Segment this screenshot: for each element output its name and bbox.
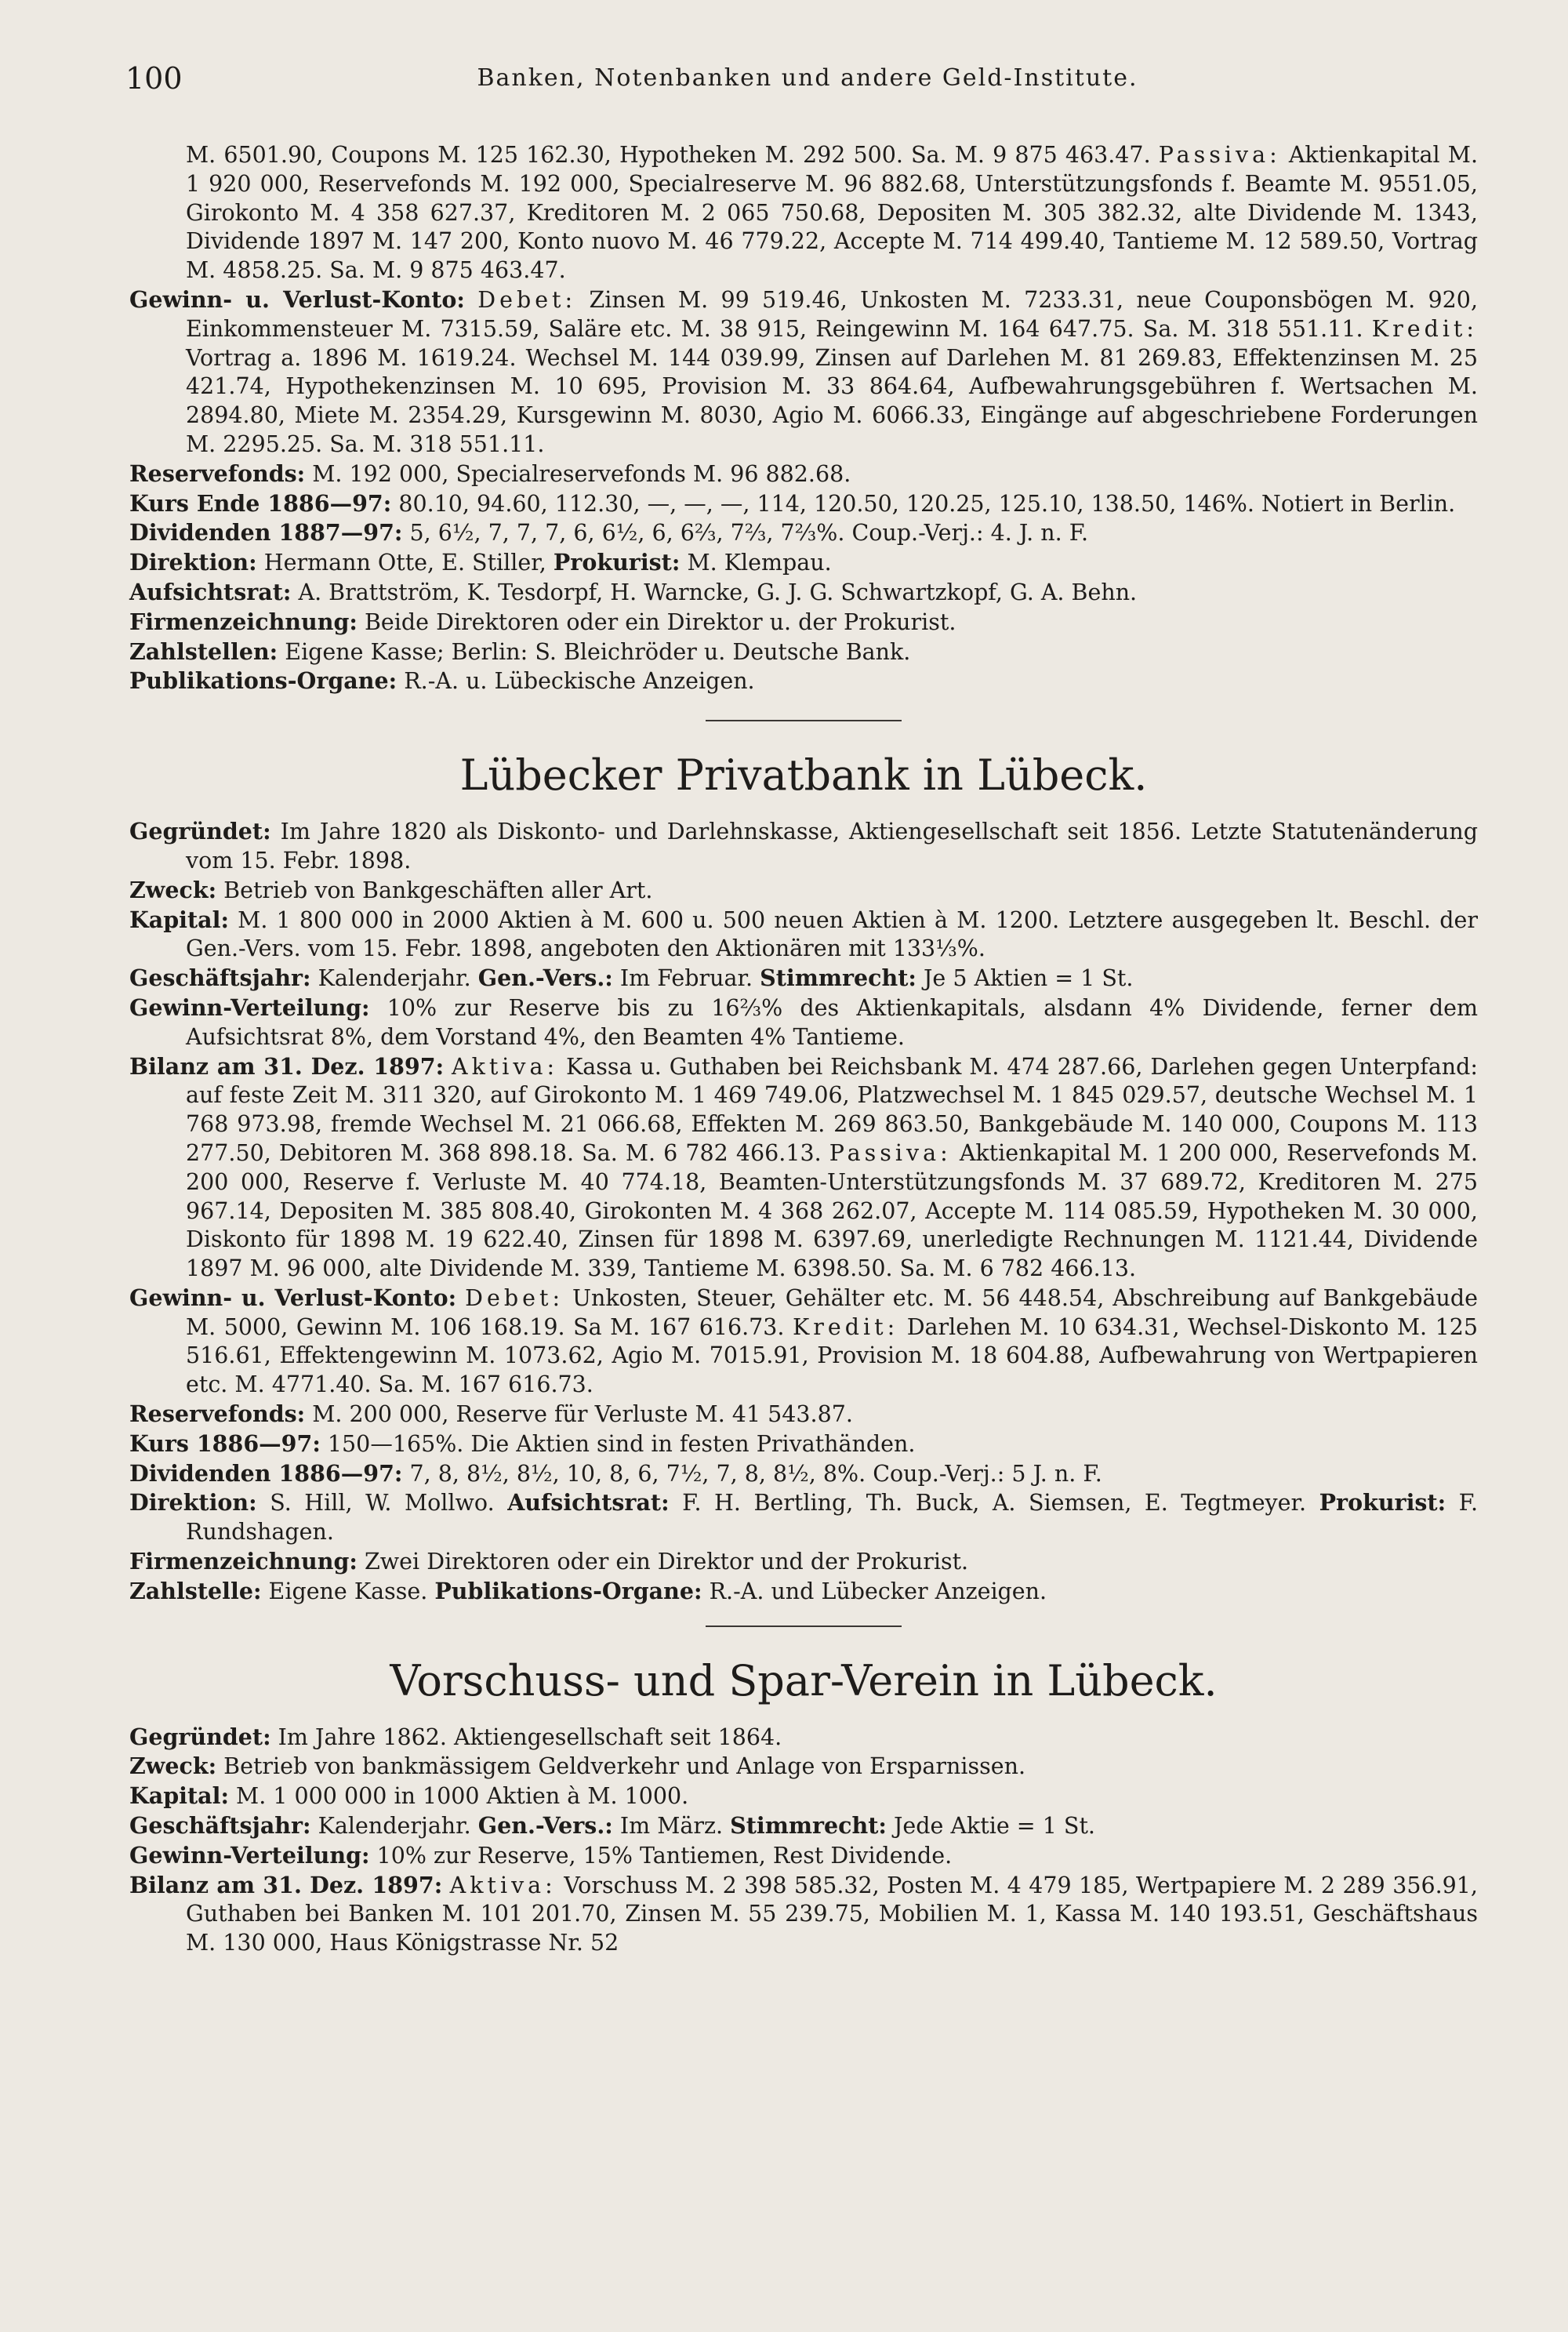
kapital-entry	[129, 1782, 1478, 1811]
gen-vers-label: Gen.-Vers.:	[477, 1812, 613, 1840]
guv-debet-text: Zinsen M. 99 519.46, Unkosten M. 7233.31, neue Couponsbögen M. 920, Einkommensteuer M. 7315.59, Saläre etc. M. 38 915, Reingewinn M. 164 647.75. Sa. M. 318 551.11.	[186, 286, 1479, 342]
reservefonds-text: M. 200 000, Reserve für Verluste M. 41 543.87.	[312, 1401, 853, 1428]
kurs-text: 150—165%. Die Aktien sind in festen Privathänden.	[327, 1430, 916, 1457]
reservefonds-entry	[129, 459, 1478, 489]
stimmrecht-label: Stimmrecht:	[760, 964, 916, 992]
gewinn-verteilung-text: 10% zur Reserve bis zu 16⅔% des Aktienkapitals, alsdann 4% Dividende, ferner dem Aufsichtsrat 8%, dem Vorstand 4%, den Beamten 4% Tantieme.	[186, 994, 1478, 1050]
gegruendet-entry	[129, 1723, 1478, 1753]
aufsichtsrat-label: Aufsichtsrat:	[129, 578, 292, 605]
zweck-text: Betrieb von bankmässigem Geldverkehr und Anlage von Ersparnissen.	[223, 1753, 1026, 1780]
gen-vers-label: Gen.-Vers.:	[477, 964, 613, 992]
kurs-entry	[129, 1429, 1478, 1459]
guv-entry	[129, 285, 1478, 459]
gen-vers-text: Im Februar.	[619, 965, 753, 992]
geschaeftsjahr-entry	[129, 964, 1478, 993]
publikations-text: R.-A. u. Lübeckische Anzeigen.	[404, 668, 755, 695]
running-head	[125, 61, 1490, 108]
bilanz-entry	[129, 1871, 1478, 1958]
kapital-text: M. 1 000 000 in 1000 Aktien à M. 1000.	[236, 1783, 689, 1810]
dividenden-label: Dividenden 1886—97:	[129, 1459, 403, 1487]
bilanz-label: Bilanz am 31. Dez. 1897:	[129, 1871, 443, 1898]
guv-debet-text: Unkosten, Steuer, Gehälter etc. M. 56 448.54, Abschreibung auf Bankgebäude M. 5000, Gewinn M. 106 168.19. Sa M. 167 616.73.	[186, 1284, 1478, 1340]
guv-kredit-text: Darlehen M. 10 634.31, Wechsel-Diskonto M. 125 516.61, Effektengewinn M. 1073.62, Agio M. 7015.91, Provision M. 18 604.88, Aufbewahrung von Wertpapieren etc. M. 4771.40. Sa. M. 167 616.73.	[186, 1313, 1478, 1398]
reservefonds-label: Reservefonds:	[129, 1400, 306, 1428]
gegruendet-entry	[129, 817, 1478, 876]
kapital-label: Kapital:	[129, 906, 229, 933]
guv-kredit-text: Vortrag a. 1896 M. 1619.24. Wechsel M. 144 039.99, Zinsen auf Darlehen M. 81 269.83, Effektenzinsen M. 25 421.74, Hypothekenzinsen M. 10 695, Provision M. 33 864.64, Aufbewahrungsgebühren f. Wertsachen M. 2894.80, Miete M. 2354.29, Kursgewinn M. 8030, Agio M. 6066.33, Eingänge auf abgeschriebene Forderungen M. 2295.25. Sa. M. 318 551.11.	[186, 344, 1478, 457]
page-body	[129, 141, 1478, 1958]
aufsichtsrat-entry	[129, 578, 1478, 608]
kurs-entry	[129, 489, 1478, 519]
guv-kredit-label: Kredit:	[1371, 315, 1478, 342]
section-divider	[706, 720, 902, 721]
gewinn-verteilung-text: 10% zur Reserve, 15% Tantiemen, Rest Dividende.	[376, 1842, 953, 1869]
dividenden-label: Dividenden 1887—97:	[129, 519, 403, 547]
kapital-label: Kapital:	[129, 1782, 229, 1810]
aufsichtsrat-label: Aufsichtsrat:	[507, 1489, 670, 1517]
zweck-entry	[129, 876, 1478, 906]
zweck-entry	[129, 1752, 1478, 1782]
aktiva-label: Aktiva:	[449, 1872, 557, 1898]
publikations-label: Publikations-Organe:	[434, 1577, 702, 1604]
gegruendet-label: Gegründet:	[129, 818, 271, 845]
gewinn-verteilung-entry	[129, 993, 1478, 1052]
direktion-text: Hermann Otte, E. Stiller,	[263, 550, 546, 576]
passiva-label: Passiva:	[1158, 142, 1281, 168]
reservefonds-text: M. 192 000, Specialreservefonds M. 96 882.68.	[312, 460, 851, 487]
firmenzeichnung-entry	[129, 1547, 1478, 1577]
kurs-label: Kurs 1886—97:	[129, 1429, 321, 1457]
passiva-text: Aktienkapital M. 1 200 000, Reservefonds M. 200 000, Reserve f. Verluste M. 40 774.18, Beamten-Unterstützungsfonds M. 37 689.72, Kreditoren M. 275 967.14, Depositen M. 385 808.40, Girokonten M. 4 368 262.07, Accepte M. 114 085.59, Hypotheken M. 30 000, Diskonto für 1898 M. 19 622.40, Zinsen für 1898 M. 6397.69, unerledigte Rechnungen M. 1121.44, Dividende 1897 M. 96 000, alte Dividende M. 339, Tantieme M. 6398.50. Sa. M. 6 782 466.13.	[186, 1139, 1478, 1282]
zweck-label: Zweck:	[129, 876, 217, 903]
stimmrecht-label: Stimmrecht:	[730, 1812, 887, 1840]
zahlstellen-entry	[129, 637, 1478, 667]
geschaeftsjahr-label: Geschäftsjahr:	[129, 964, 311, 992]
firmenzeichnung-entry	[129, 608, 1478, 637]
guv-debet-label: Debet:	[465, 1284, 564, 1311]
bilanz-label: Bilanz am 31. Dez. 1897:	[129, 1052, 445, 1080]
guv-entry	[129, 1284, 1478, 1400]
stimmrecht-text: Jede Aktie = 1 St.	[894, 1813, 1095, 1840]
firmenzeichnung-label: Firmenzeichnung:	[129, 608, 358, 635]
geschaeftsjahr-entry	[129, 1811, 1478, 1841]
zweck-label: Zweck:	[129, 1753, 217, 1780]
dividenden-text: 7, 8, 8½, 8½, 10, 8, 6, 7½, 7, 8, 8½, 8%. Coup.-Verj.: 5 J. n. F.	[409, 1460, 1102, 1487]
zahlstellen-label: Zahlstellen:	[129, 637, 278, 665]
kurs-label: Kurs Ende 1886—97:	[129, 489, 392, 517]
publikations-label: Publikations-Organe:	[129, 667, 397, 695]
reservefonds-label: Reservefonds:	[129, 459, 306, 487]
dividenden-entry	[129, 518, 1478, 548]
guv-kredit-label: Kredit:	[793, 1313, 899, 1340]
passiva-text: Aktienkapital M. 1 920 000, Reservefonds M. 192 000, Specialreserve M. 96 882.68, Unterstützungsfonds f. Beamte M. 9551.05, Girokonto M. 4 358 627.37, Kreditoren M. 2 065 750.68, Depositen M. 305 382.32, alte Dividende M. 1343, Dividende 1897 M. 147 200, Konto nuovo M. 46 779.22, Accepte M. 714 499.40, Tantieme M. 12 589.50, Vortrag M. 4858.25. Sa. M. 9 875 463.47.	[186, 142, 1479, 284]
kapital-entry	[129, 906, 1478, 964]
section-title-privatbank: Lübecker Privatbank in Lübeck.	[459, 750, 1148, 801]
direktion-entry	[129, 1488, 1478, 1547]
publikations-entry	[129, 667, 1478, 696]
gegruendet-label: Gegründet:	[129, 1723, 271, 1750]
gegruendet-text: Im Jahre 1862. Aktiengesellschaft seit 1864.	[278, 1724, 782, 1750]
prokurist-text: M. Klempau.	[687, 550, 832, 576]
guv-label: Gewinn- u. Verlust-Konto:	[129, 285, 465, 313]
gewinn-verteilung-label: Gewinn-Verteilung:	[129, 1841, 370, 1869]
firmenzeichnung-text: Zwei Direktoren oder ein Direktor und der Prokurist.	[364, 1549, 969, 1575]
gewinn-verteilung-entry	[129, 1841, 1478, 1871]
bilanz-continuation-text: M. 6501.90, Coupons M. 125 162.30, Hypotheken M. 292 500. Sa. M. 9 875 463.47.	[186, 142, 1151, 168]
aktiva-text: Vorschuss M. 2 398 585.32, Posten M. 4 479 185, Wertpapiere M. 2 289 356.91, Guthaben bei Banken M. 101 201.70, Zinsen M. 55 239.75, Mobilien M. 1, Kassa M. 140 193.51, Geschäftshaus M. 130 000, Haus Königstrasse Nr. 52	[186, 1872, 1478, 1956]
geschaeftsjahr-text: Kalenderjahr.	[318, 965, 471, 992]
zahlstellen-text: Eigene Kasse; Berlin: S. Bleichröder u. Deutsche Bank.	[285, 638, 911, 665]
direktion-label: Direktion:	[129, 1489, 257, 1517]
geschaeftsjahr-text: Kalenderjahr.	[318, 1813, 471, 1840]
page-number: 100	[125, 61, 183, 96]
zweck-text: Betrieb von Bankgeschäften aller Art.	[223, 877, 653, 903]
gen-vers-text: Im März.	[619, 1813, 724, 1840]
direktion-text: S. Hill, W. Mollwo.	[270, 1490, 495, 1517]
running-title: Banken, Notenbanken und andere Geld-Institute.	[477, 64, 1138, 92]
gewinn-verteilung-label: Gewinn-Verteilung:	[129, 993, 370, 1021]
zahlstelle-text: Eigene Kasse.	[268, 1578, 428, 1604]
aufsichtsrat-text: A. Brattström, K. Tesdorpf, H. Warncke, G. J. G. Schwartzkopf, G. A. Behn.	[298, 579, 1138, 605]
zahlstelle-entry	[129, 1577, 1478, 1607]
reservefonds-entry	[129, 1400, 1478, 1429]
guv-label: Gewinn- u. Verlust-Konto:	[129, 1284, 457, 1311]
section-divider	[706, 1625, 902, 1627]
kapital-text: M. 1 800 000 in 2000 Aktien à M. 600 u. 500 neuen Aktien à M. 1200. Letztere ausgegeben lt. Beschl. der Gen.-Vers. vom 15. Febr. 1898, angeboten den Aktionären mit 133⅓%.	[186, 906, 1479, 962]
publikations-text: R.-A. und Lübecker Anzeigen.	[709, 1578, 1047, 1604]
firmenzeichnung-label: Firmenzeichnung:	[129, 1548, 358, 1575]
section-title-spar-verein: Vorschuss- und Spar-Verein in Lübeck.	[390, 1655, 1218, 1705]
dividenden-entry	[129, 1459, 1478, 1489]
stimmrecht-text: Je 5 Aktien = 1 St.	[923, 965, 1134, 992]
guv-debet-label: Debet:	[477, 286, 577, 313]
direktion-label: Direktion:	[129, 549, 257, 576]
aktiva-text: Kassa u. Guthaben bei Reichsbank M. 474 287.66, Darlehen gegen Unterpfand: auf feste Zeit M. 311 320, auf Girokonto M. 1 469 749.06, Platzwechsel M. 1 845 029.57, deutsche Wechsel M. 1 768 973.98, fremde Wechsel M. 21 066.68, Effekten M. 269 863.50, Bankgebäude M. 140 000, Coupons M. 113 277.50, Debitoren M. 368 898.18. Sa. M. 6 782 466.13.	[186, 1053, 1478, 1166]
dividenden-text: 5, 6½, 7, 7, 7, 6, 6½, 6, 6⅔, 7⅔, 7⅔%. Coup.-Verj.: 4. J. n. F.	[409, 520, 1089, 547]
prokurist-label: Prokurist:	[1319, 1489, 1446, 1517]
direktion-entry	[129, 548, 1478, 578]
bilanz-continuation	[129, 141, 1478, 285]
firmenzeichnung-text: Beide Direktoren oder ein Direktor u. der Prokurist.	[364, 608, 956, 635]
geschaeftsjahr-label: Geschäftsjahr:	[129, 1812, 311, 1840]
prokurist-text: F. Rundshagen.	[186, 1490, 1479, 1546]
bilanz-entry	[129, 1052, 1478, 1284]
prokurist-label: Prokurist:	[553, 549, 681, 576]
zahlstelle-label: Zahlstelle:	[129, 1577, 262, 1604]
passiva-label: Passiva:	[829, 1139, 952, 1166]
gegruendet-text: Im Jahre 1820 als Diskonto- und Darlehnskasse, Aktiengesellschaft seit 1856. Letzte Statutenänderung vom 15. Febr. 1898.	[186, 819, 1479, 874]
kurs-text: 80.10, 94.60, 112.30, —, —, —, 114, 120.50, 120.25, 125.10, 138.50, 146%. Notiert in Berlin.	[398, 490, 1456, 517]
aufsichtsrat-text: F. H. Bertling, Th. Buck, A. Siemsen, E. Tegtmeyer.	[682, 1490, 1307, 1517]
aktiva-label: Aktiva:	[452, 1053, 559, 1080]
